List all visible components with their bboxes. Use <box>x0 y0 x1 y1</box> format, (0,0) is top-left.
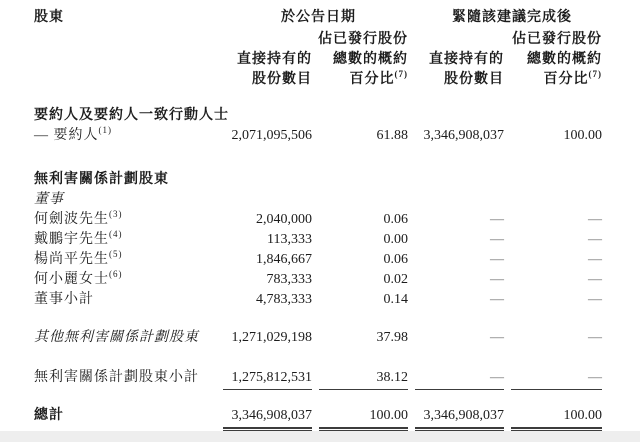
row-label: 何小麗女士$^{(6)}$ <box>34 269 123 287</box>
cell-pct-before: 0.00 <box>383 232 408 247</box>
row-label: — 要約人$^{(1)}$ <box>34 125 112 143</box>
cell-pct-after: 100.00 <box>504 406 602 426</box>
cell-shares-before: 113,333 <box>267 232 312 247</box>
cell-shares-after: — <box>490 292 504 307</box>
row-offeror <box>34 126 602 146</box>
footnote-6-marker: (6) <box>109 269 123 279</box>
row-disinterested-scheme-shareholders-section <box>34 170 602 190</box>
cell-pct-after: — <box>588 272 602 287</box>
row-director-yang-shangping <box>34 250 602 270</box>
row-offeror-concert-parties-section <box>34 106 602 126</box>
row-label: 董事 <box>34 192 64 207</box>
cell-pct-before: 0.02 <box>383 272 408 287</box>
cell-shares-after: — <box>490 212 504 227</box>
row-director-he-xiaoli <box>34 270 602 290</box>
cell-pct-before: 61.88 <box>376 128 408 143</box>
cell-pct-before: 100.00 <box>312 406 408 426</box>
cell-shares-before: 2,040,000 <box>256 212 312 227</box>
cell-pct-after: — <box>588 330 602 345</box>
row-directors-subtotal <box>34 290 602 310</box>
row-label: 董事小計 <box>34 292 94 307</box>
col-header-pct-before: 佔已發行股份 總數的概約 百分比$^{(7)}$ <box>318 32 408 87</box>
col-group-after-completion: 緊隨該建議完成後 <box>452 10 572 25</box>
row-label: 無利害關係計劃股東小計 <box>34 370 199 385</box>
table-header-sub-row <box>34 30 602 90</box>
footnote-1-marker: (1) <box>98 125 112 135</box>
row-label: 要約人及要約人一致行動人士 <box>34 108 229 123</box>
cell-shares-before: 4,783,333 <box>256 292 312 307</box>
cell-pct-before: 0.06 <box>383 212 408 227</box>
col-header-shares-held-before: 直接持有的 股份數目 <box>237 52 312 87</box>
footnote-7-marker: (7) <box>394 69 408 79</box>
cell-shares-before: 1,271,029,198 <box>231 330 312 345</box>
cell-pct-before: 0.14 <box>383 292 408 307</box>
row-grand-total <box>34 406 602 426</box>
footnote-5-marker: (5) <box>109 249 123 259</box>
row-label: 總計 <box>34 408 64 423</box>
bottom-gray-strip <box>0 431 640 442</box>
cell-shares-before: 2,071,095,506 <box>231 128 312 143</box>
cell-pct-after: — <box>588 232 602 247</box>
row-label: 戴鵬宇先生$^{(4)}$ <box>34 229 123 247</box>
row-label: 無利害關係計劃股東 <box>34 172 169 187</box>
row-director-dai-pengyu <box>34 230 602 250</box>
row-label: 楊尚平先生$^{(5)}$ <box>34 249 123 267</box>
cell-pct-after: — <box>588 292 602 307</box>
row-other-disinterested-scheme-shareholders <box>34 328 602 348</box>
cell-pct-after: — <box>504 368 602 388</box>
col-group-as-at-announcement-date: 於公告日期 <box>281 10 356 25</box>
cell-pct-before: 38.12 <box>312 368 408 388</box>
cell-pct-after: — <box>588 252 602 267</box>
row-directors-section <box>34 190 602 210</box>
row-disinterested-scheme-shareholders-subtotal <box>34 368 602 388</box>
cell-pct-after: — <box>588 212 602 227</box>
row-director-he-jianbo <box>34 210 602 230</box>
cell-pct-before: 37.98 <box>376 330 408 345</box>
cell-pct-before: 0.06 <box>383 252 408 267</box>
cell-shares-after: — <box>490 330 504 345</box>
cell-shares-after: 3,346,908,037 <box>423 128 504 143</box>
cell-shares-before: 3,346,908,037 <box>216 406 312 426</box>
cell-shares-before: 783,333 <box>266 272 312 287</box>
footnote-7-marker: (7) <box>588 69 602 79</box>
table-header-top-row <box>0 8 640 28</box>
row-label: 其他無利害關係計劃股東 <box>34 330 199 345</box>
col-header-shares-held-after: 直接持有的 股份數目 <box>429 52 504 87</box>
cell-shares-after: — <box>490 252 504 267</box>
table-body <box>34 106 602 426</box>
cell-shares-after: — <box>408 368 504 388</box>
cell-shares-after: — <box>490 272 504 287</box>
cell-shares-after: — <box>490 232 504 247</box>
cell-shares-before: 1,275,812,531 <box>216 368 312 388</box>
footnote-4-marker: (4) <box>109 229 123 239</box>
cell-shares-before: 1,846,667 <box>256 252 312 267</box>
row-label: 何劍波先生$^{(3)}$ <box>34 209 123 227</box>
col-header-pct-after: 佔已發行股份 總數的概約 百分比$^{(7)}$ <box>512 32 602 87</box>
col-header-shareholder: 股東 <box>34 10 64 25</box>
footnote-3-marker: (3) <box>109 209 123 219</box>
cell-pct-after: 100.00 <box>563 128 602 143</box>
cell-shares-after: 3,346,908,037 <box>408 406 504 426</box>
